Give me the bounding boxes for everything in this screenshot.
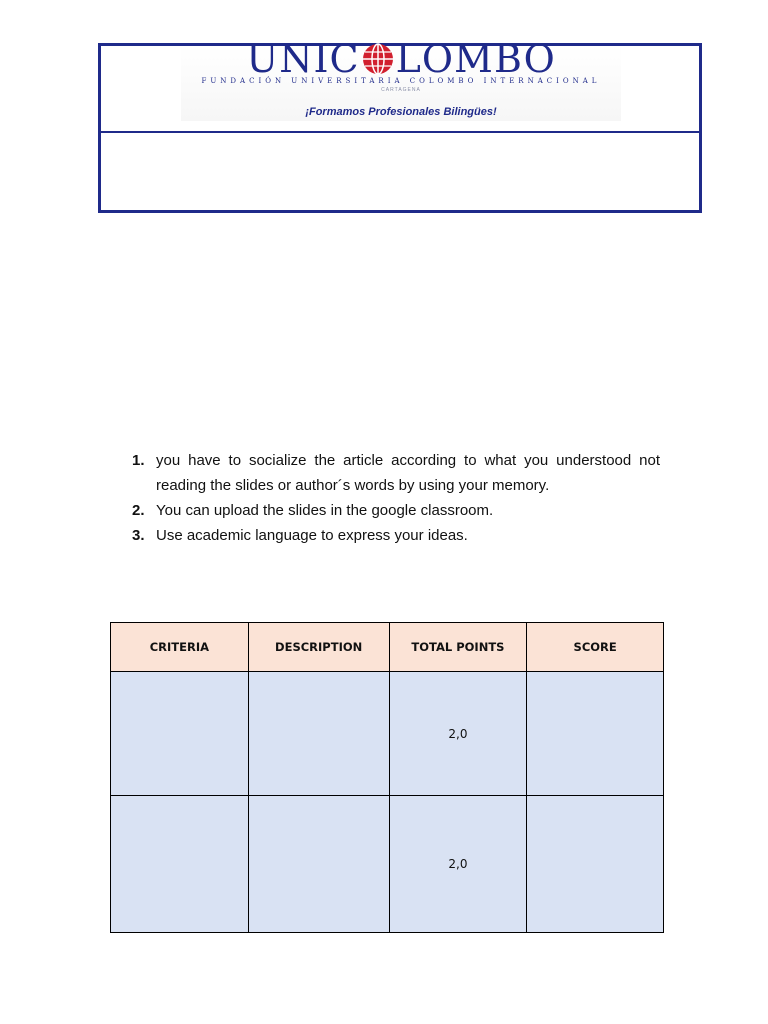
rubric-header-row <box>111 623 664 672</box>
globe-icon <box>361 42 395 76</box>
description-cell <box>248 796 389 933</box>
header-empty-area <box>101 133 699 210</box>
header-score: SCORE <box>527 623 664 672</box>
logo-subtitle: FUNDACIÓN UNIVERSITARIA COLOMBO INTERNACIONAL <box>201 77 601 85</box>
institution-logo <box>181 37 621 121</box>
total-points-cell: 2,0 <box>389 796 527 933</box>
instruction-item <box>130 448 660 498</box>
instruction-text: Use academic language to express your ideas. <box>156 527 468 544</box>
score-cell <box>527 796 664 933</box>
instruction-text: You can upload the slides in the google classroom. <box>156 502 494 519</box>
logo-word-left: UNIC <box>246 37 360 81</box>
header-total-points: TOTAL POINTS <box>389 623 527 672</box>
table-row <box>111 672 664 796</box>
criteria-cell <box>111 796 249 933</box>
header-description: DESCRIPTION <box>248 623 389 672</box>
instruction-number: 1. <box>132 452 145 469</box>
total-points-cell: 2,0 <box>389 672 527 796</box>
instruction-text: you have to socialize the article according to what you understood not reading the slides or author´s words by using your memory. <box>156 452 660 494</box>
instructions-list <box>130 448 660 548</box>
header-box <box>98 37 702 213</box>
score-cell <box>527 672 664 796</box>
instruction-number: 2. <box>132 502 145 519</box>
instruction-number: 3. <box>132 527 145 544</box>
instruction-item <box>130 498 660 523</box>
table-row <box>111 796 664 933</box>
logo-city: CARTAGENA <box>381 87 421 93</box>
header-criteria: CRITERIA <box>111 623 249 672</box>
rubric-table <box>110 622 664 933</box>
header-logo-area <box>101 37 699 133</box>
instruction-item <box>130 523 660 548</box>
logo-word-right: LOMBO <box>395 37 556 81</box>
description-cell <box>248 672 389 796</box>
logo-slogan: ¡Formamos Profesionales Bilingües! <box>305 106 497 118</box>
criteria-cell <box>111 672 249 796</box>
